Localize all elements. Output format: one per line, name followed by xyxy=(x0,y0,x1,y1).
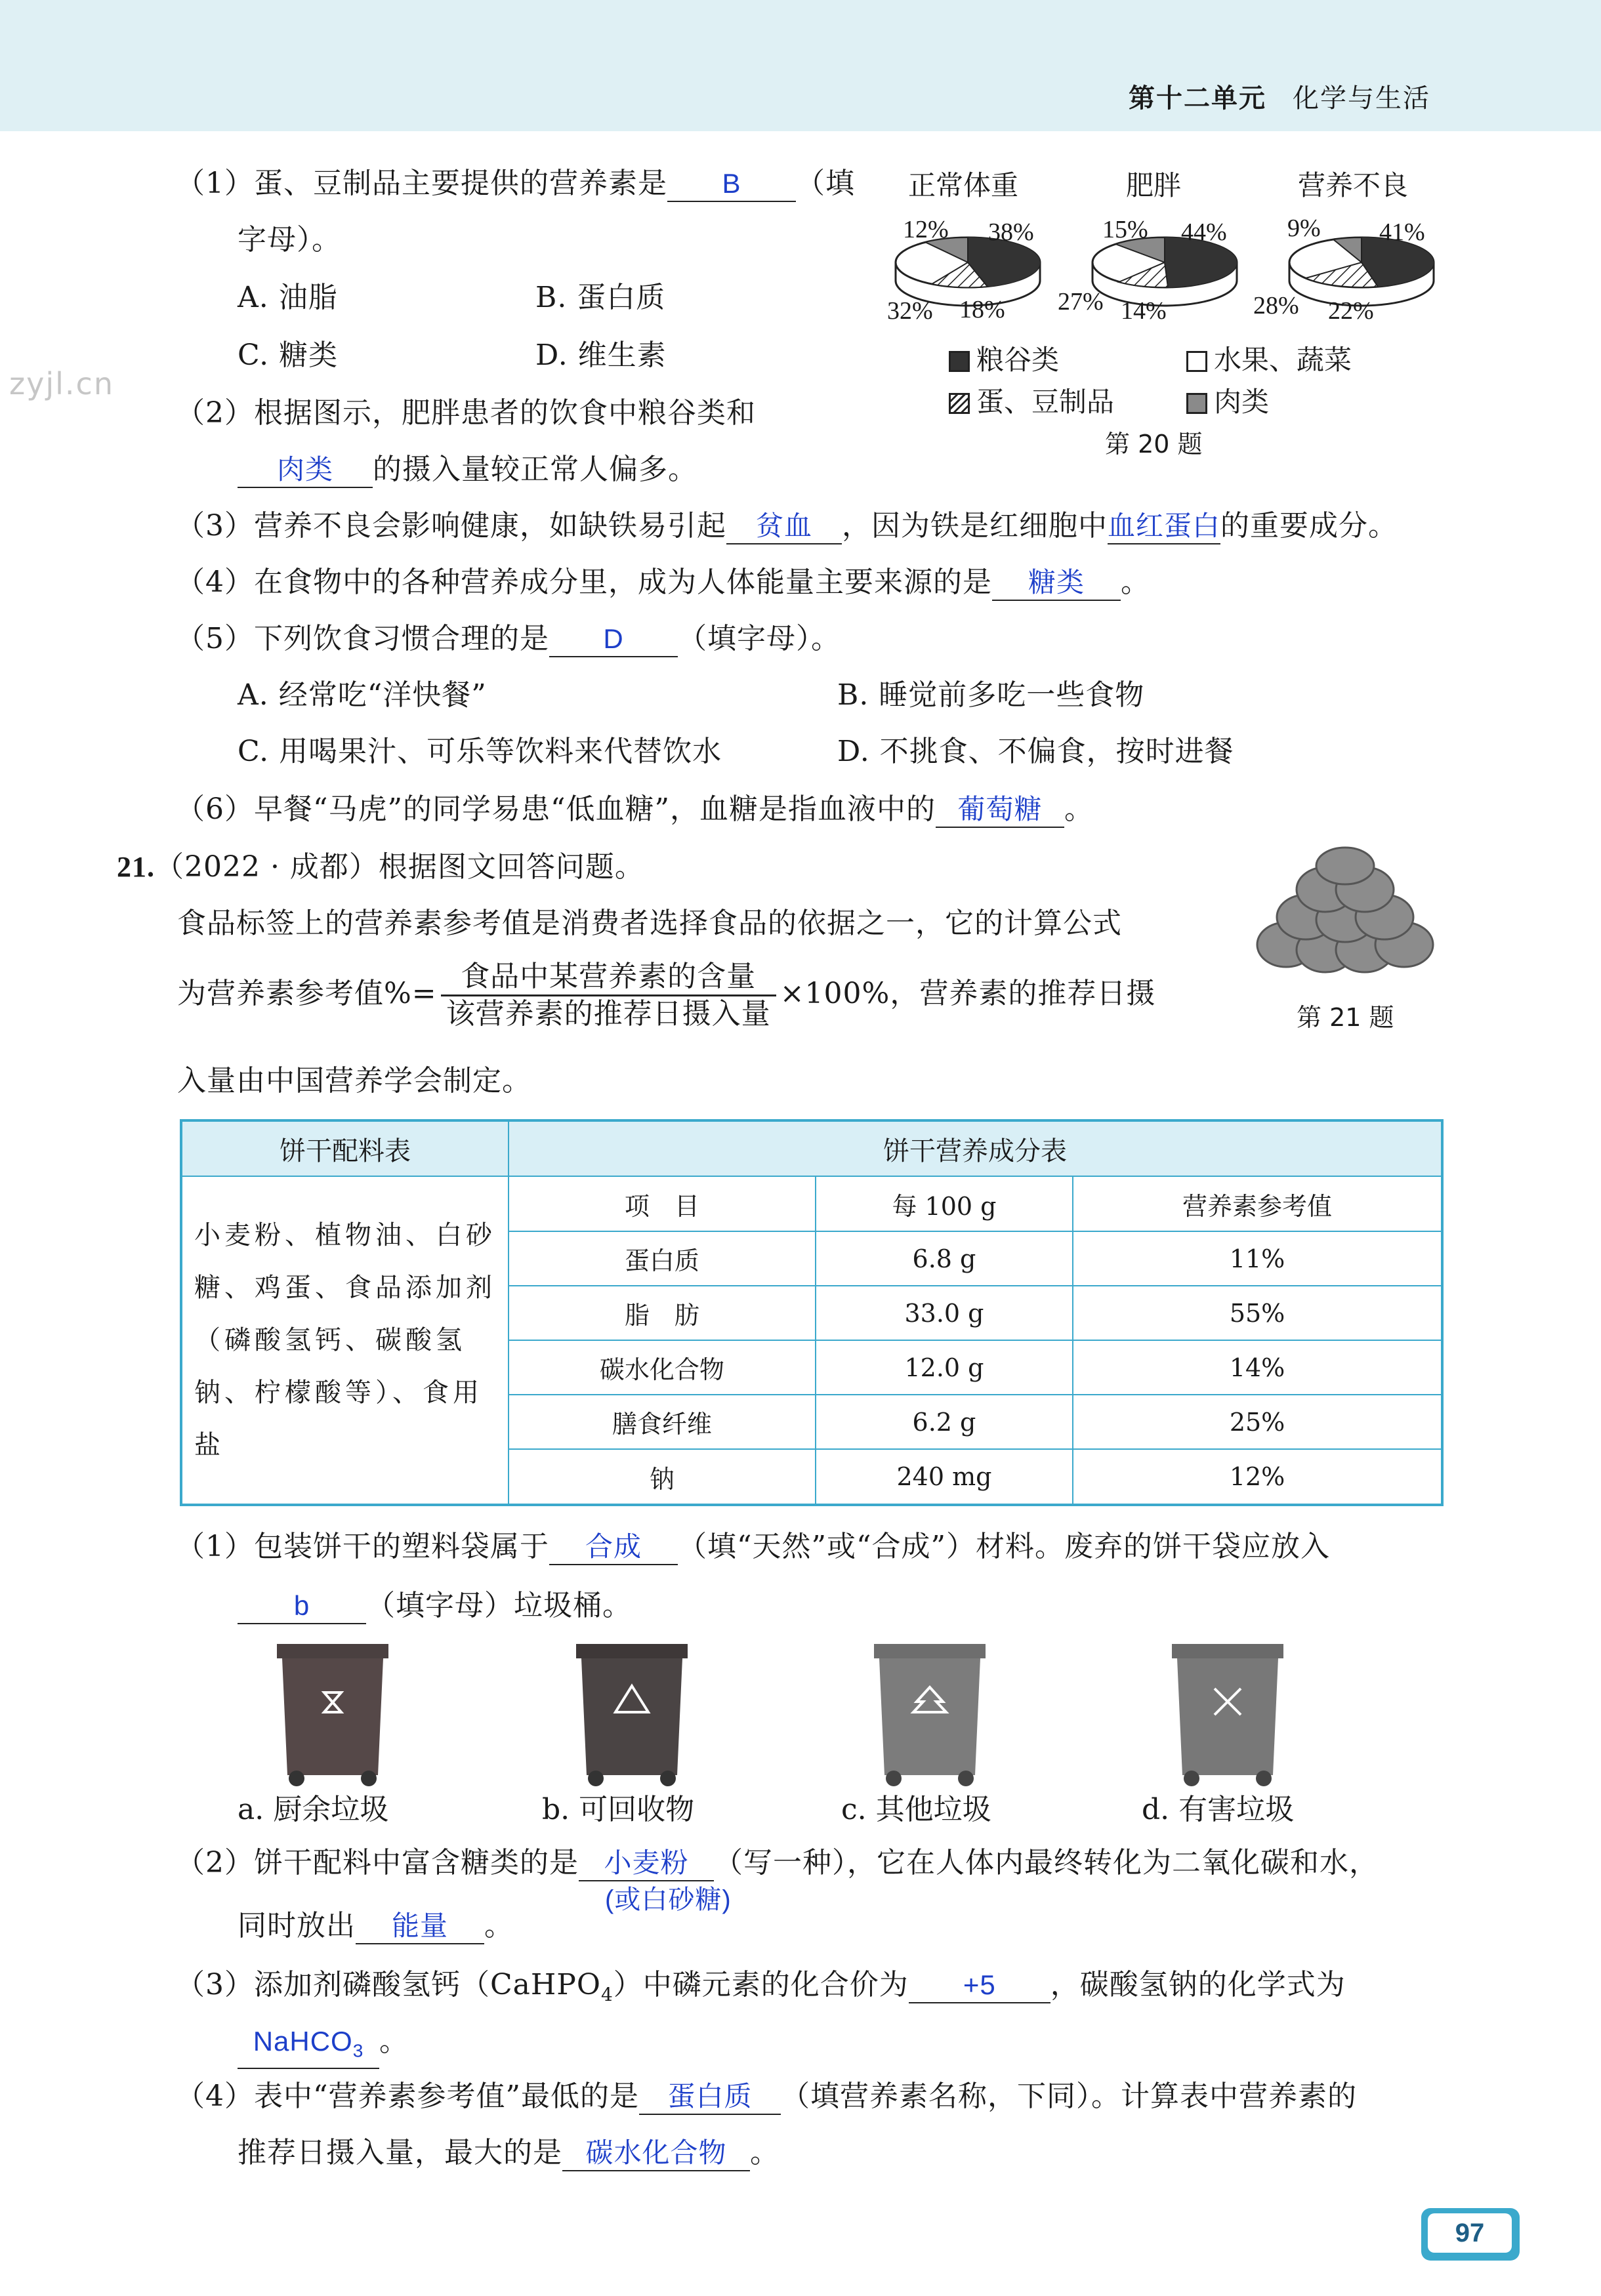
q20-opt-b: B. 蛋白质 xyxy=(535,281,666,314)
formula-denominator: 该营养素的推荐日摄入量 xyxy=(446,997,771,1031)
q21-intro2: 为营养素参考值%= $\frac{\text{食品中某营养素的含量}}{\text{该营养素的推荐日摄入量}}$ ×100%，营养素的推荐日摄 xyxy=(177,960,1156,1031)
q21-p1-answer: 合成 xyxy=(549,1530,678,1565)
figure-20-caption: 第 20 题 xyxy=(1105,430,1203,459)
table-row: 膳食纤维 6.2 g 25% xyxy=(181,1395,1442,1449)
q21-intro1: 食品标签上的营养素参考值是消费者选择食品的依据之一，它的计算公式 xyxy=(177,907,1122,940)
nutrition-table xyxy=(180,1119,1444,1506)
bin-other xyxy=(867,1644,992,1788)
biscuit-image xyxy=(1253,846,1437,977)
page-number: 97 xyxy=(1428,2213,1512,2253)
bin-recyclable xyxy=(570,1644,694,1788)
pie-mal-label-1: 41% xyxy=(1379,218,1425,246)
bin-label-d: d. 有害垃圾 xyxy=(1142,1793,1295,1826)
q21-p2-answer: 小麦粉 xyxy=(579,1846,714,1881)
chapter-title: 化学与生活 xyxy=(1293,83,1430,113)
q20-p6: （6）早餐“马虎”的同学易患“低血糖”，血糖是指血液中的 葡萄糖 。 xyxy=(176,790,1094,829)
legend-egg: 蛋、豆制品 xyxy=(949,380,1114,420)
pie-normal-label-1: 38% xyxy=(988,218,1034,246)
pie-normal-label-0: 12% xyxy=(903,216,949,243)
table-row: 脂 肪 33.0 g 55% xyxy=(181,1286,1442,1340)
legend-swatch-fruit xyxy=(1186,351,1207,372)
q20-p2-cont: 肉类 的摄入量较正常人偏多。 xyxy=(238,450,697,489)
bin-label-c: c. 其他垃圾 xyxy=(841,1793,991,1826)
q20-p2-answer: 肉类 xyxy=(238,453,373,488)
q20-p5-opt-d: D. 不挑食、不偏食，按时进餐 xyxy=(837,735,1234,768)
pie-title-malnourished: 营养不良 xyxy=(1298,169,1409,201)
q20-p4-answer: 糖类 xyxy=(992,565,1121,601)
pie-normal-label-3: 18% xyxy=(959,296,1005,323)
q20-p5-opt-a: A. 经常吃“洋快餐” xyxy=(238,678,487,712)
watermark: zyjl.cn xyxy=(9,366,114,401)
q20-p1: （1）蛋、豆制品主要提供的营养素是 B （填 xyxy=(176,164,855,203)
q20-p3: （3）营养不良会影响健康，如缺铁易引起 贫血 ，因为铁是红细胞中血红蛋白的重要成分。 xyxy=(176,506,1398,546)
pie-obese-label-3: 14% xyxy=(1121,297,1167,325)
q20-opt-c: C. 糖类 xyxy=(238,338,339,372)
pie-mal-label-3: 22% xyxy=(1328,297,1374,325)
legend-meat: 肉类 xyxy=(1186,380,1269,420)
q21-source: （2022 · 成都）根据图文回答问题。 xyxy=(155,850,644,884)
pie-mal-label-2: 28% xyxy=(1253,292,1299,319)
q20-p2: （2）根据图示，肥胖患者的饮食中粮谷类和 xyxy=(176,396,756,430)
pie-obese-label-1: 44% xyxy=(1181,218,1227,246)
q20-opt-d: D. 维生素 xyxy=(535,338,667,372)
formula-fraction xyxy=(441,959,776,1032)
col-header-item: 项 目 xyxy=(509,1176,816,1231)
header-title xyxy=(1129,77,1430,115)
table-header-nutrition: 饼干营养成分表 xyxy=(509,1120,1442,1176)
ingredients-cell: 小麦粉、植物油、白砂糖、鸡蛋、食品添加剂（磷酸氢钙、碳酸氢钠、柠檬酸等）、食用盐 xyxy=(181,1176,509,1505)
legend-swatch-grain xyxy=(949,351,970,372)
q21-p3: （3）添加剂磷酸氢钙（CaHPO$_4$）中磷元素的化合价为 +5 ，碳酸氢钠的化学式为 xyxy=(176,1968,1346,2005)
legend-swatch-egg xyxy=(949,393,970,414)
figure-21-caption: 第 21 题 xyxy=(1297,1003,1394,1032)
legend-fruit: 水果、蔬菜 xyxy=(1186,338,1352,378)
pie-title-obese: 肥胖 xyxy=(1126,169,1182,201)
q21-number: 21. xyxy=(117,851,155,883)
q21-p4-answer: 蛋白质 xyxy=(639,2080,781,2115)
q20-p5-answer: D xyxy=(549,622,678,657)
q21-p4: （4）表中“营养素参考值”最低的是 蛋白质 （填营养素名称，下同）。计算表中营养素的 xyxy=(176,2077,1357,2116)
q21-p4-cont: 推荐日摄入量，最大的是 碳水化合物 。 xyxy=(238,2133,780,2173)
table-row: 碳水化合物 12.0 g 14% xyxy=(181,1340,1442,1395)
q21-p3-answer: +5 xyxy=(909,1968,1050,2003)
q20-opt-a: A. 油脂 xyxy=(238,281,338,314)
table-row: 蛋白质 6.8 g 11% xyxy=(181,1231,1442,1286)
q21-p3-cont: NaHCO$_3$ 。 xyxy=(238,2022,409,2069)
q21-p2-answer-alt: (或白砂糖) xyxy=(605,1885,732,1914)
q20-p6-answer: 葡萄糖 xyxy=(936,792,1064,828)
q21-p3-answer2: NaHCO$_3$ xyxy=(238,2024,379,2069)
table-header-ingredients: 饼干配料表 xyxy=(181,1120,509,1176)
q21-p2: （2）饼干配料中富含糖类的是 小麦粉 （写一种），它在人体内最终转化为二氧化碳和水， xyxy=(176,1843,1379,1883)
q20-p4: （4）在食物中的各种营养成分里，成为人体能量主要来源的是 糖类 。 xyxy=(176,563,1150,602)
q21-p1-answer2: b xyxy=(238,1589,366,1624)
q20-p5-opt-c: C. 用喝果汁、可乐等饮料来代替饮水 xyxy=(238,735,722,768)
q20-p5: （5）下列饮食习惯合理的是 D （填字母）。 xyxy=(176,619,841,659)
q21-p2-answer2: 能量 xyxy=(356,1909,484,1944)
col-header-nrv: 营养素参考值 xyxy=(1073,1176,1442,1231)
q21-header xyxy=(117,848,644,887)
bin-kitchen xyxy=(270,1644,395,1788)
q21-intro3: 入量由中国营养学会制定。 xyxy=(177,1064,531,1097)
page-number-badge xyxy=(1421,2208,1520,2261)
q21-p1-cont: b （填字母）垃圾桶。 xyxy=(238,1586,632,1626)
formula-numerator: 食品中某营养素的含量 xyxy=(441,959,776,996)
pie-mal-label-0: 9% xyxy=(1287,215,1321,242)
pie-title-normal: 正常体重 xyxy=(908,169,1019,201)
legend-grain: 粮谷类 xyxy=(949,338,1059,378)
pie-normal-label-2: 32% xyxy=(887,297,933,325)
bin-label-a: a. 厨余垃圾 xyxy=(238,1793,389,1826)
unit-label: 第十二单元 xyxy=(1129,83,1266,113)
q20-p1-answer: B xyxy=(667,167,796,202)
legend-swatch-meat xyxy=(1186,393,1207,414)
q20-p3-answer1: 贫血 xyxy=(726,509,842,544)
bin-label-b: b. 可回收物 xyxy=(542,1793,695,1826)
bin-hazardous xyxy=(1165,1644,1290,1788)
q20-p3-answer2: 血红蛋白 xyxy=(1108,509,1220,544)
q21-p1: （1）包装饼干的塑料袋属于 合成 （填“天然”或“合成”）材料。废弃的饼干袋应放入 xyxy=(176,1527,1330,1567)
pie-obese-label-0: 15% xyxy=(1102,216,1148,243)
q20-p5-opt-b: B. 睡觉前多吃一些食物 xyxy=(837,678,1145,712)
q21-p2-cont: 同时放出 能量 。 xyxy=(238,1906,514,1946)
pie-obese-label-2: 27% xyxy=(1058,288,1104,316)
col-header-per100g: 每 100 g xyxy=(816,1176,1073,1231)
q21-p4-answer2: 碳水化合物 xyxy=(562,2136,750,2171)
table-row: 钠 240 mg 12% xyxy=(181,1449,1442,1505)
q20-p1-cont: 字母）。 xyxy=(238,223,341,256)
